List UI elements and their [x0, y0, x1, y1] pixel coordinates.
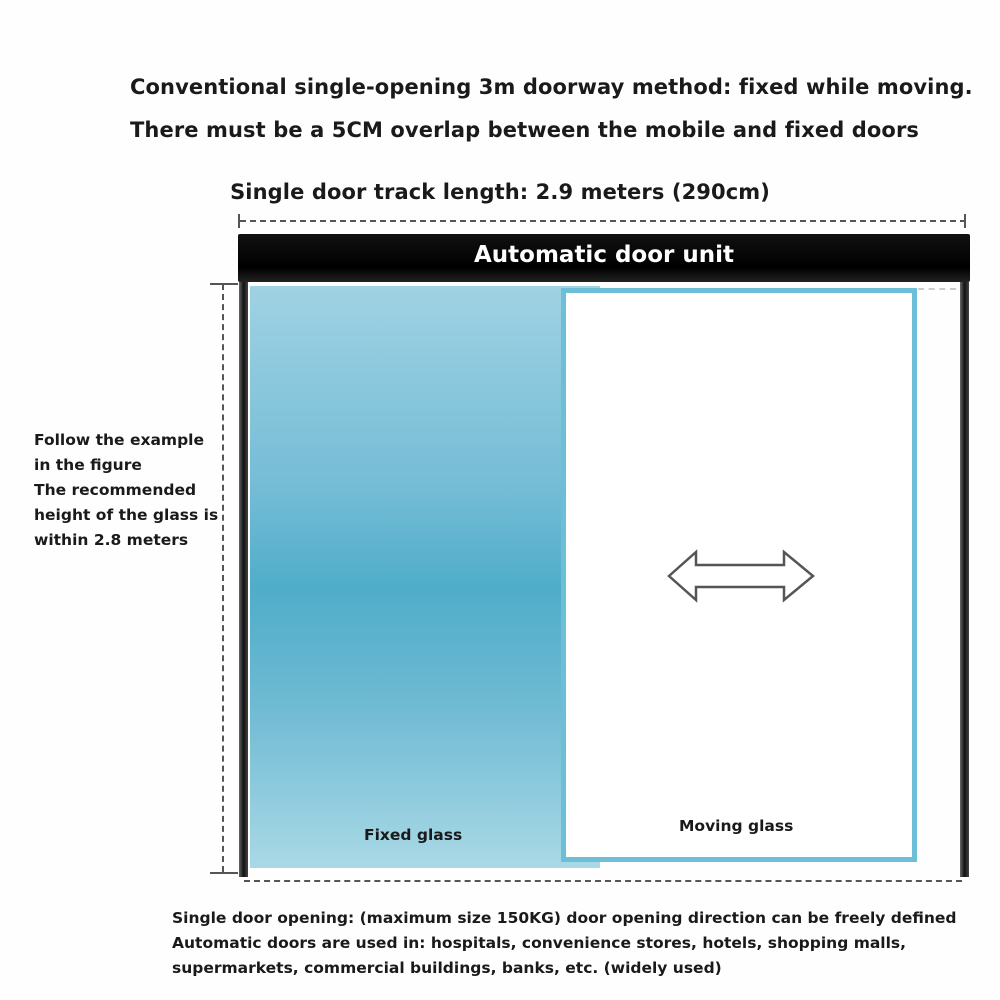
fixed-glass-panel	[250, 286, 600, 868]
heading-method: Conventional single-opening 3m doorway method: fixed while moving.	[130, 75, 973, 99]
note-line: in the figure	[34, 456, 142, 474]
track-dimension-tick-left	[238, 214, 240, 228]
double-headed-arrow-icon	[666, 548, 818, 604]
moving-glass-label: Moving glass	[679, 817, 794, 835]
height-dimension-tick-bottom	[210, 872, 238, 874]
left-post	[239, 282, 248, 877]
note-line: The recommended	[34, 481, 197, 499]
note-line: height of the glass is	[34, 506, 219, 524]
right-post	[960, 282, 969, 877]
heading-overlap: There must be a 5CM overlap between the mobile and fixed doors	[130, 118, 920, 142]
footer-line: Single door opening: (maximum size 150KG) door opening direction can be freely defined	[172, 909, 957, 927]
fixed-glass-label: Fixed glass	[364, 826, 463, 844]
glass-height-note	[34, 428, 234, 553]
track-dimension-tick-right	[964, 214, 966, 228]
track-length-label: Single door track length: 2.9 meters (290cm)	[230, 180, 770, 204]
note-line: Follow the example	[34, 431, 204, 449]
floor-dimension-line	[244, 880, 962, 882]
open-position-outline	[918, 288, 956, 290]
footer-description	[172, 906, 992, 981]
footer-line: Automatic doors are used in: hospitals, convenience stores, hotels, shopping malls,	[172, 934, 907, 952]
footer-line: supermarkets, commercial buildings, banks, etc. (widely used)	[172, 959, 722, 977]
automatic-door-unit-label: Automatic door unit	[473, 242, 735, 268]
height-dimension-line	[222, 284, 224, 872]
height-dimension-tick-top	[210, 283, 238, 285]
track-length-dimension-line	[240, 220, 966, 222]
note-line: within 2.8 meters	[34, 531, 189, 549]
